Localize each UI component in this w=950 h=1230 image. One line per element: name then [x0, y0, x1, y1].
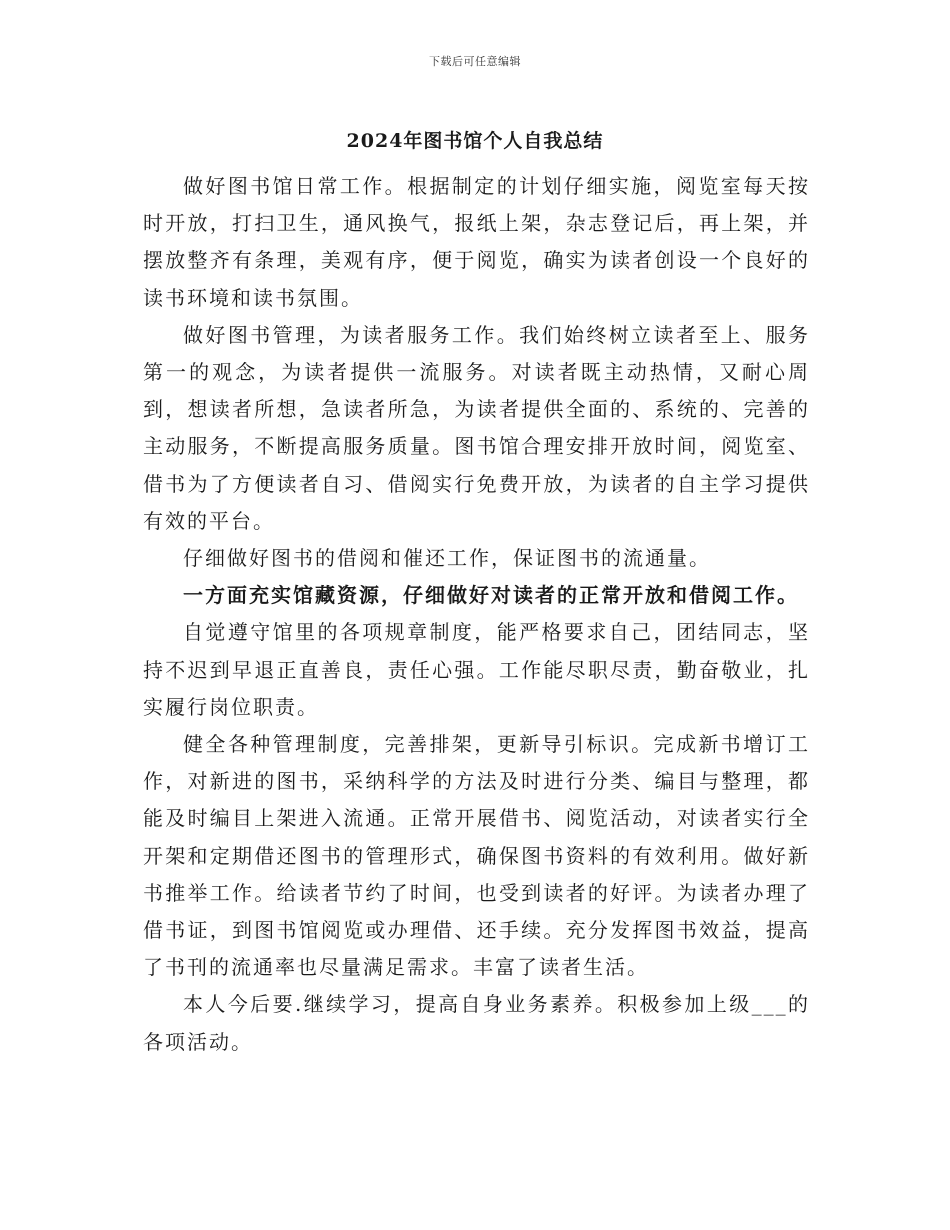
- document-title: 2024年图书馆个人自我总结: [346, 130, 604, 152]
- paragraph-reader-service: 做好图书管理，为读者服务工作。我们始终树立读者至上、服务第一的观念，为读者提供一流服务。对读者既主动热情，又耐心周到，想读者所想，急读者所急，为读者提供全面的、系统的、完善的主动服务，不断提高服务质量。图书馆合理安排开放时间，阅览室、借书为了方便读者自习、借阅实行免费开放，为读者的自主学习提供有效的平台。: [143, 322, 810, 533]
- paragraph-collection-resources: 一方面充实馆藏资源，仔细做好对读者的正常开放和借阅工作。: [183, 583, 799, 608]
- document-body: [143, 168, 810, 1061]
- paragraph-future-plan: 本人今后要.继续学习，提高自身业务素养。积极参加上级___的各项活动。: [143, 992, 810, 1054]
- paragraph-management-system: 健全各种管理制度，完善排架，更新导引标识。完成新书增订工作，对新进的图书，采纳科学的方法及时进行分类、编目与整理，都能及时编目上架进入流通。正常开展借书、阅览活动，对读者实行全开架和定期借还图书的管理形式，确保图书资料的有效利用。做好新书推举工作。给读者节约了时间，也受到读者的好评。为读者办理了借书证，到图书馆阅览或办理借、还手续。充分发挥图书效益，提高了书刊的流通率也尽量满足需求。丰富了读者生活。: [143, 732, 810, 980]
- paragraph-discipline: 自觉遵守馆里的各项规章制度，能严格要求自己，团结同志，坚持不迟到早退正直善良，责任心强。工作能尽职尽责，勤奋敬业，扎实履行岗位职责。: [143, 620, 810, 719]
- paragraph-circulation: 仔细做好图书的借阅和催还工作，保证图书的流通量。: [183, 546, 711, 571]
- header-note: 下载后可任意编辑: [429, 55, 521, 68]
- paragraph-daily-work: 做好图书馆日常工作。根据制定的计划仔细实施，阅览室每天按时开放，打扫卫生，通风换气，报纸上架，杂志登记后，再上架，并摆放整齐有条理，美观有序，便于阅览，确实为读者创设一个良好的读书环境和读书氛围。: [143, 174, 810, 310]
